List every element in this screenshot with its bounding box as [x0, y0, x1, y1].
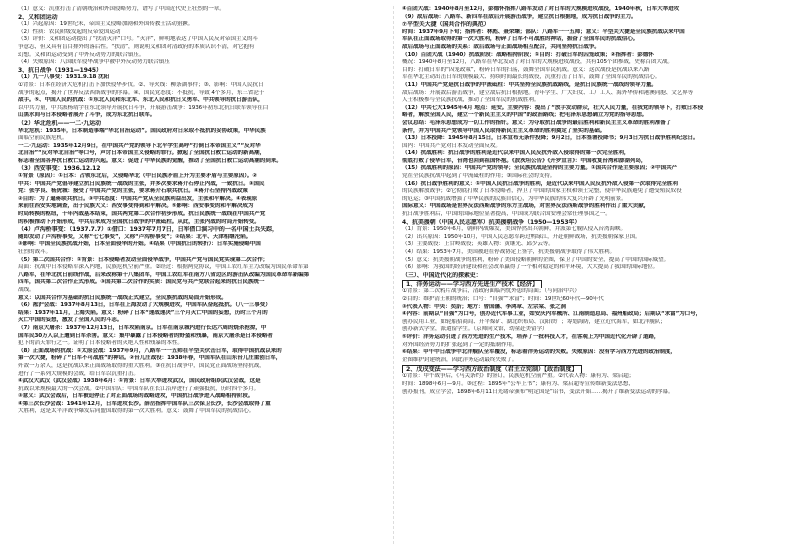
text-line: （三）、中国近代化的探索史：: [402, 271, 482, 279]
text-line: ①背景：第二次鸦片战争后，清政府面临内忧外患的局面；（与同治中兴）: [402, 288, 580, 295]
text-line: 战线。: [18, 286, 35, 293]
text-line: （11）中国共产党是抗日战争的中流砥柱：中共坚持全民族抗战路线，是抗日民族统一战线的领导力量。: [402, 81, 657, 88]
text-line: 抗日战争胜利后，中国的国际地位显著提高，中国成为联合国安理会常任理事国之一。: [402, 211, 611, 218]
text-line: 八路军，在华北抗日前线作战，后来改称第十八集团军，中国工农红军在南方八省边区的游击队改编为国民革命军新编第: [18, 271, 310, 278]
text-line: 党：张学良、杨虎城：接受了中国共产党的主张，要求蒋介石联共抗日。④蒋介石坚持内战政策: [18, 188, 248, 195]
text-line: 党在全民族抗战中起到了中流砥柱的作用；③国际社会的支持。: [402, 173, 556, 180]
text-line: （9）敌后战场：八路军、新四军在敌后开展游击战争，建立抗日根据地，成为抗日战争的主力。: [402, 13, 637, 20]
text-line: ④百团大战：1940年8月至12月，彭德怀指挥八路军发动了对日军的大规模进攻战役，1940年秋，日军大举进攻: [402, 6, 680, 12]
text-line: （15）抗战胜利的原因：中国共产党的领导；全民族抗战是坚持的主要力量。①国共合作是主要原因；②中国共产: [402, 165, 678, 172]
text-line: ⑥结果：甲午中日战争中北洋舰队全军覆没，标志着洋务运动的失败。失败原因：没有学习西方先进的政治制度，: [402, 349, 676, 356]
text-line: 国际意义：中国战场是世界反法西斯战争的东方主战场，对世界反法西斯战争的胜利作出了重大贡献，: [402, 203, 650, 210]
text-line: （12）中共七大1945年4月 地点：延安。主要内容：提出了“放手发动群众，壮大人民力量，在我党的领导下，打败日本侵: [402, 104, 704, 111]
text-line: （1）九一八事变：1931.9.18 沈阳: [18, 74, 110, 81]
text-line: （13）日本投降：1945年8月15日，日本宣布无条件投降；9月2日，日本签署投降书；9月3日为抗日战争胜利纪念日。: [402, 135, 699, 142]
text-line: （1）兴起原因：19世纪末，帝国主义侵略加剧和外国传教士活动猖獗。: [18, 21, 194, 28]
text-line: （16）抗日战争胜利的意义：①中国人民抗日战争的胜利，是近代以来中国人民反抗外敌入侵第一次取得完全胜利: [402, 180, 678, 187]
text-line: 略者，解放全国人民，建立一个新民主主义的中国”的政治路线；把毛泽东思想确立为党的指导思想。: [402, 112, 648, 119]
text-line: 进行了一系列大规模的会战，给日军以沉重打击。: [18, 370, 139, 377]
text-line: ②目的：维护清王朝的统治；口号：“自强”“求富”；时间：19世纪60年代—90年代: [402, 295, 604, 302]
text-line: 军在华北主动出击日军的规模最大、持续时间最长的战役，沉重打击了日军，鼓舞了全国军民的抗战信心。: [402, 74, 661, 81]
text-line: （14）抗战胜利：抗日战争的胜利是近代以来中国人民反抗外敌入侵取得的第一次完全胜利，: [402, 150, 630, 157]
text-line: ①背景：甲午战争后，《马关条约》的签订，民族危机空前严重。②代表人物：康有为、梁启超；: [402, 373, 635, 380]
text-line: 敌后战场：开展敌后游击战争，建立敌后抗日根据地。青年学生、广大妇女、工厂工人、海外华侨和港澳同胞、文艺界等: [402, 89, 694, 96]
text-line: （4）结果：1953年7月，美国被迫在停战协定上签字，抗美援朝战争取得了伟大胜利。: [402, 249, 616, 255]
text-line: 企图维护封建统治，因此洋务运动最终失败了。: [402, 356, 518, 363]
text-line: 争意志，但又具有盲目排外的落后性。“扶清”，则说明义和团对清政府的本质认识不清，对它抱有: [18, 43, 255, 50]
right-column: [402, 6, 770, 544]
text-line: （4）卢沟桥事变：（1937.7.7）①借口：1937年7月7日，日军借口演习中的一名中国士兵失踪，: [18, 226, 278, 234]
text-line: （2）出兵原因：1950年10月，中国人民志愿军跨过鸭绿江，开赴朝鲜战场，抗美援朝保家卫国。: [402, 233, 641, 240]
text-line: 来前往西安实地调查，出于民族大义：西安事变得到和平解决。⑤影响：西安事变的和平解决成为: [18, 203, 254, 210]
text-line: 的民族解放战争；②它彻底打败了日本侵略者，捍卫了中国的国家主权和领土完整，使中华民族避免了遭受殖民奴役: [402, 188, 682, 195]
text-line: 北自治”“反对华北自治”等口号，声讨日本帝国主义侵略的罪行。掀起了全国抗日救亡运动的新高潮，: [18, 150, 265, 157]
column-divider: [393, 6, 394, 544]
text-line: 歼敌一万余人，这是抗战以来正面战场取得的重大胜利。③在抗日战争中，国民党正面战场坚持抗战，: [18, 362, 265, 369]
text-line: （6）影响：为我国的经济建设和社会改革赢得了一个相对稳定的和平环境，大大提高了我国的国际地位。: [402, 264, 659, 271]
text-line: 时局转换的枢纽，十年内战基本结束，国共两党第二次合作初步形成。抗日民族统一战线在中国共产党: [18, 211, 266, 218]
text-line: （3）西安事变：1936.12.12: [18, 165, 101, 173]
text-line: 创办新式学堂，派遣留学生。（京师同文馆，幼童赴美留学）: [402, 326, 548, 333]
text-line: ②目的：为了逼蒋联共抗日。③中共态度：中国共产党从全民族利益出发，主张和平解决。④表现原: [18, 195, 258, 202]
text-line: 的积极推动下开始形成，中共后来成为全国抗日战争的中流砥柱。从此，主张内战的时局开始转变。: [18, 218, 260, 225]
text-line: [402, 279, 770, 288]
text-line: 国内：中国共产党对日本发动全面反攻。: [402, 142, 501, 149]
text-line: 敌后战场与正面战场的关系：敌后战场与正面战场相互配合，共同坚持抗日战争。: [402, 43, 600, 50]
text-line: 局面：抗战中日本侵略军深入内地，民族危机空前严重。②经过：根据两党协议，中国工农红军主力改编为国民革命军第: [18, 264, 309, 271]
text-line: 时间：1937年9月下旬；指挥者：林彪、聂荣臻；部队：八路军一一五师；意义：平型关大捷是全民族抗战以来中国: [402, 28, 685, 35]
text-line: 抗战以来规模最大的一次会战。②中国军队：中国军队在长江沿岸进行了顽强抵抗，历时四个多月。: [18, 385, 260, 392]
text-line: 人士积极参与全民族抗战，推动了全国军民的抗战胜利。: [402, 97, 540, 104]
text-line: ①背景：日本在经济大危机打击下加快侵华步伐。②、导火线：柳条湖事件；③、影响：中国人民抗日: [18, 81, 264, 88]
text-line: （8）正面战场的抗战：①太原会战：1937年9月，八路军一一五师在平型关伏击日军，取得中国抗战以来的: [18, 347, 282, 354]
text-line: ⑦平型关大捷（国共合作的典范）: [402, 21, 490, 29]
text-line: 标志着全国各界抗日救亡运动的兴起。意义：促进了中华民族的觉醒，推动了全国抗日救亡运动高潮的到来。: [18, 157, 282, 164]
text-line: 创办民用工业，如轮船招商局、开平煤矿、湖北织布局、汉阳铁厂；筹划海防，建立近代海军，如北洋舰队；: [402, 318, 666, 325]
text-line: （3）评价：义和团运动提出了“扶清灭洋”口号。“灭洋”，鲜明地表达了中国人民反对帝国主义的斗: [18, 36, 258, 43]
text-line: 彻底打败了侵华日军，台湾也回到祖国怀抱。《波茨坦公告》《开罗宣言》：中国收复台湾和澎湖列岛，: [402, 157, 647, 164]
text-line: 对外国经济势力的扩张起到了一定的抵制作用。: [402, 341, 518, 348]
text-line: 随即发动了卢沟桥事变，又称“七七事变”，又称“卢沟桥事变”；②结果：北平、天津相继沦陷。: [18, 233, 252, 240]
text-line: （2）华北危机——一二·九运动: [18, 119, 101, 127]
text-line: ①背景（原因）：①日本：占领东北后，又侵略华北（中日民族矛盾上升为主要矛盾与主要原因）。②: [18, 173, 258, 180]
text-line: 概况：1940年8月至12月，八路军在华北发动了对日军的大规模进攻战役，共有105个团参战，史称百团大战。: [402, 59, 673, 66]
text-line: 意义：以国共合作为基础的抗日民族统一战线正式建立，全民族抗战的局面开始形成。: [18, 294, 227, 301]
text-line: 国军民30万人以上遭到日军杀害。意义：集中暴露了日本侵略者的野蛮和残暴，南京大屠杀是日本侵略者: [18, 332, 273, 339]
text-line: 创办报刊，成立学会，1898年6月11日光绪帝颁布“明定国是”诏书，变法开始……揭开了维新变法运动的序幕。: [402, 388, 674, 395]
text-line: 中共：中国共产党倡导建立抗日民族统一战线的主张，并多次要求蒋介石停止内战，一致抗日。③国民: [18, 180, 265, 187]
text-line: ③代表人物：中央：奕訢；地方：曾国藩、李鸿章、左宗棠、张之洞: [402, 303, 566, 310]
text-line: （2）性质：农民阶级发起的反帝爱国运动: [18, 28, 121, 35]
text-line: 敌手。⑤、中国人民的抗战：①东北人民和东北军、东北人民和抗日义勇军、中共领导的抗日游击队，: [18, 97, 264, 104]
text-line: 军队在正面战场取得的第一次大胜利，粉碎了日军不可战胜的神话，振奋了全国军民的抗战信心。: [402, 36, 639, 43]
text-line: 第一次大捷，粉碎了“日军不可战胜”的神话。②台儿庄战役：1938年春，中国军队在山东台儿庄重创日军，: [18, 355, 282, 362]
text-line: ④第三次长沙会战：1941年12月，日军进攻长沙。薛岳指挥中国军队三次保卫长沙，长沙会战取得了重: [18, 400, 271, 407]
text-line: ③影响：中国全民族抗战开始，日本全面侵华的开始。④结果（中国抗日的转折）：日军实施侵略中国: [18, 241, 261, 248]
text-line: 壮烈的战斗。: [18, 249, 51, 255]
text-line: 犯下的滔天罪行之一。证明了日本侵略者的灭绝人性和残暴的本性。: [18, 340, 183, 347]
text-line: （4）失败原因：八国联军侵华战争中被中外反动势力联合镇压: [18, 59, 170, 66]
text-line: 华北危机：1935年，日本制造事端“华北自治运动”。国民政府对日采取不抵抗的妥协政策，中华民族: [18, 127, 266, 134]
text-line: （5）第二次国共合作：①背景：日本侵略者发动全面侵华战争，中国共产党与国民党实现第二次合作；: [18, 256, 269, 263]
text-line: （7）南京大屠杀：1937年12月13日，日军攻陷南京。日军在南京城内进行长达六周的烧杀抢掠，中: [18, 324, 267, 331]
text-line: 以中共力量，中共派杨靖宇在东北领导开展抗日斗争，开展游击战争：1936年初东北抗日联军领导在白: [18, 104, 269, 111]
text-line: ⑤评价：洋务运动引进了西方先进的生产技术，培养了一批科技人才，在客观上为中国近代化开辟了道路，: [402, 333, 660, 340]
text-line: 结果：1937年11月，上海失陷。意义：粉碎了日本“速战速决”三个月灭亡中国的妄想，历时三个月的: [18, 309, 268, 316]
text-line: 4、抗美援朝（中国人民志愿军）抗美援朝战争（1950—1953年）: [402, 218, 581, 226]
text-line: （1）背景：1950年6月，朝鲜内战爆发，美国悍然出兵朝鲜，并派第七舰队侵入台湾海峡。: [402, 226, 627, 233]
section-title: 2、戊戌变法——学习西方政治制度（君主立宪制）【政治制度】: [402, 365, 582, 373]
left-column: [18, 6, 386, 544]
text-line: （6）淞沪会战：1937年8月13日，日军在上海发动了大规模进攻，中国军队奋起抵抗。（八一三事变）: [18, 302, 271, 309]
text-line: 的厄运；③中国抗战增强了中华民族的民族自信心，为中华民族的伟大复兴开辟了光明前景。: [402, 195, 627, 202]
text-line: （10）百团大战（1940）抗战阶段：战略相持阶段；①目的：打破日军的囚笼政策；②指挥者：彭德怀: [402, 51, 654, 58]
text-line: 灭亡中国的妄想，激发了全国人民的斗志。: [18, 317, 123, 324]
text-line: 3、抗日战争（1931—1945）: [18, 66, 102, 74]
text-line: 山黑水间与日本侵略者展开了斗争，成为东北抗日联军。: [18, 112, 156, 119]
text-line: ④武汉大武汉（武汉会战）1938年6月：①背景：日军大举进攻武汉，国民政府组织武汉会战，这是: [18, 378, 261, 385]
text-line: ③意义：武汉会战后，日军被迫停止了对正面战场的战略进攻，中国抗日战争进入战略相持阶段。: [18, 393, 254, 400]
text-line: 战争的起点，揭开了世界反法西斯战争的序幕。④、国民党态度：不抵抗，导致 4个多月，东三省沦于: [18, 89, 265, 96]
text-line: 时间：1898年6月—9月。③过程：1895年“公车上书”；康有为、梁启超等宣传维新变法思想，: [402, 380, 634, 387]
text-line: （3）主要战役：上甘岭战役；英雄人物：黄继光、邱少云等。: [402, 241, 554, 248]
text-line: 2、义和团运动: [18, 13, 58, 21]
text-line: ④内容：前期以“自强”为口号，创办近代军事工业，如安庆内军械所、江南制造总局、福州船政局；后期以“求富”为口号，: [402, 311, 702, 318]
text-line: （1）意义：沉重打击了清朝统治和外国侵略势力，谱写了中国近代史上壮烈的一章。: [18, 6, 225, 12]
text-line: （5）意义：抗美援朝战争的胜利，粉碎了美国侵略朝鲜的企图，保卫了中国的安全，提高了中国的国际威望。: [402, 256, 670, 263]
text-line: 条件，并为中国共产党领导中国人民取得新民主主义革命的胜利奠定了坚实的基础。: [402, 127, 606, 134]
text-line: 会议总结：毛泽东思想成为一切工作的指针。意义：为夺取抗日战争的最后胜利和新民主主义革命的胜利准备了: [402, 119, 672, 126]
text-line: 大胜利，这是太平洋战争爆发后同盟国取得的第一次大胜利。意义：鼓舞了中国军民的抗战信心。: [18, 408, 255, 415]
text-line: [402, 364, 770, 373]
text-line: 面临空前民族危机。: [18, 135, 68, 142]
text-line: 四军，国共第二次合作正式形成。③国共第二次合作的实质：国民党与共产党联合起来的抗日民族统一: [18, 279, 265, 286]
section-title: 1、洋务运动——学习西方先进生产技术【经济】: [402, 280, 542, 288]
text-line: 一二·九运动：1935年12月9日，在中国共产党的领导下北平学生高呼“打倒日本帝国主义”“反对华: [18, 142, 261, 149]
text-line: 幻想。义和团运动受到了中外反动势力的联合镇压。: [18, 51, 145, 58]
text-line: 目的：打破日军的“囚笼政策”，粉碎日军的扫荡，鼓舞全国军民抗战。意义：这次战役是抗战以来八路: [402, 66, 650, 73]
